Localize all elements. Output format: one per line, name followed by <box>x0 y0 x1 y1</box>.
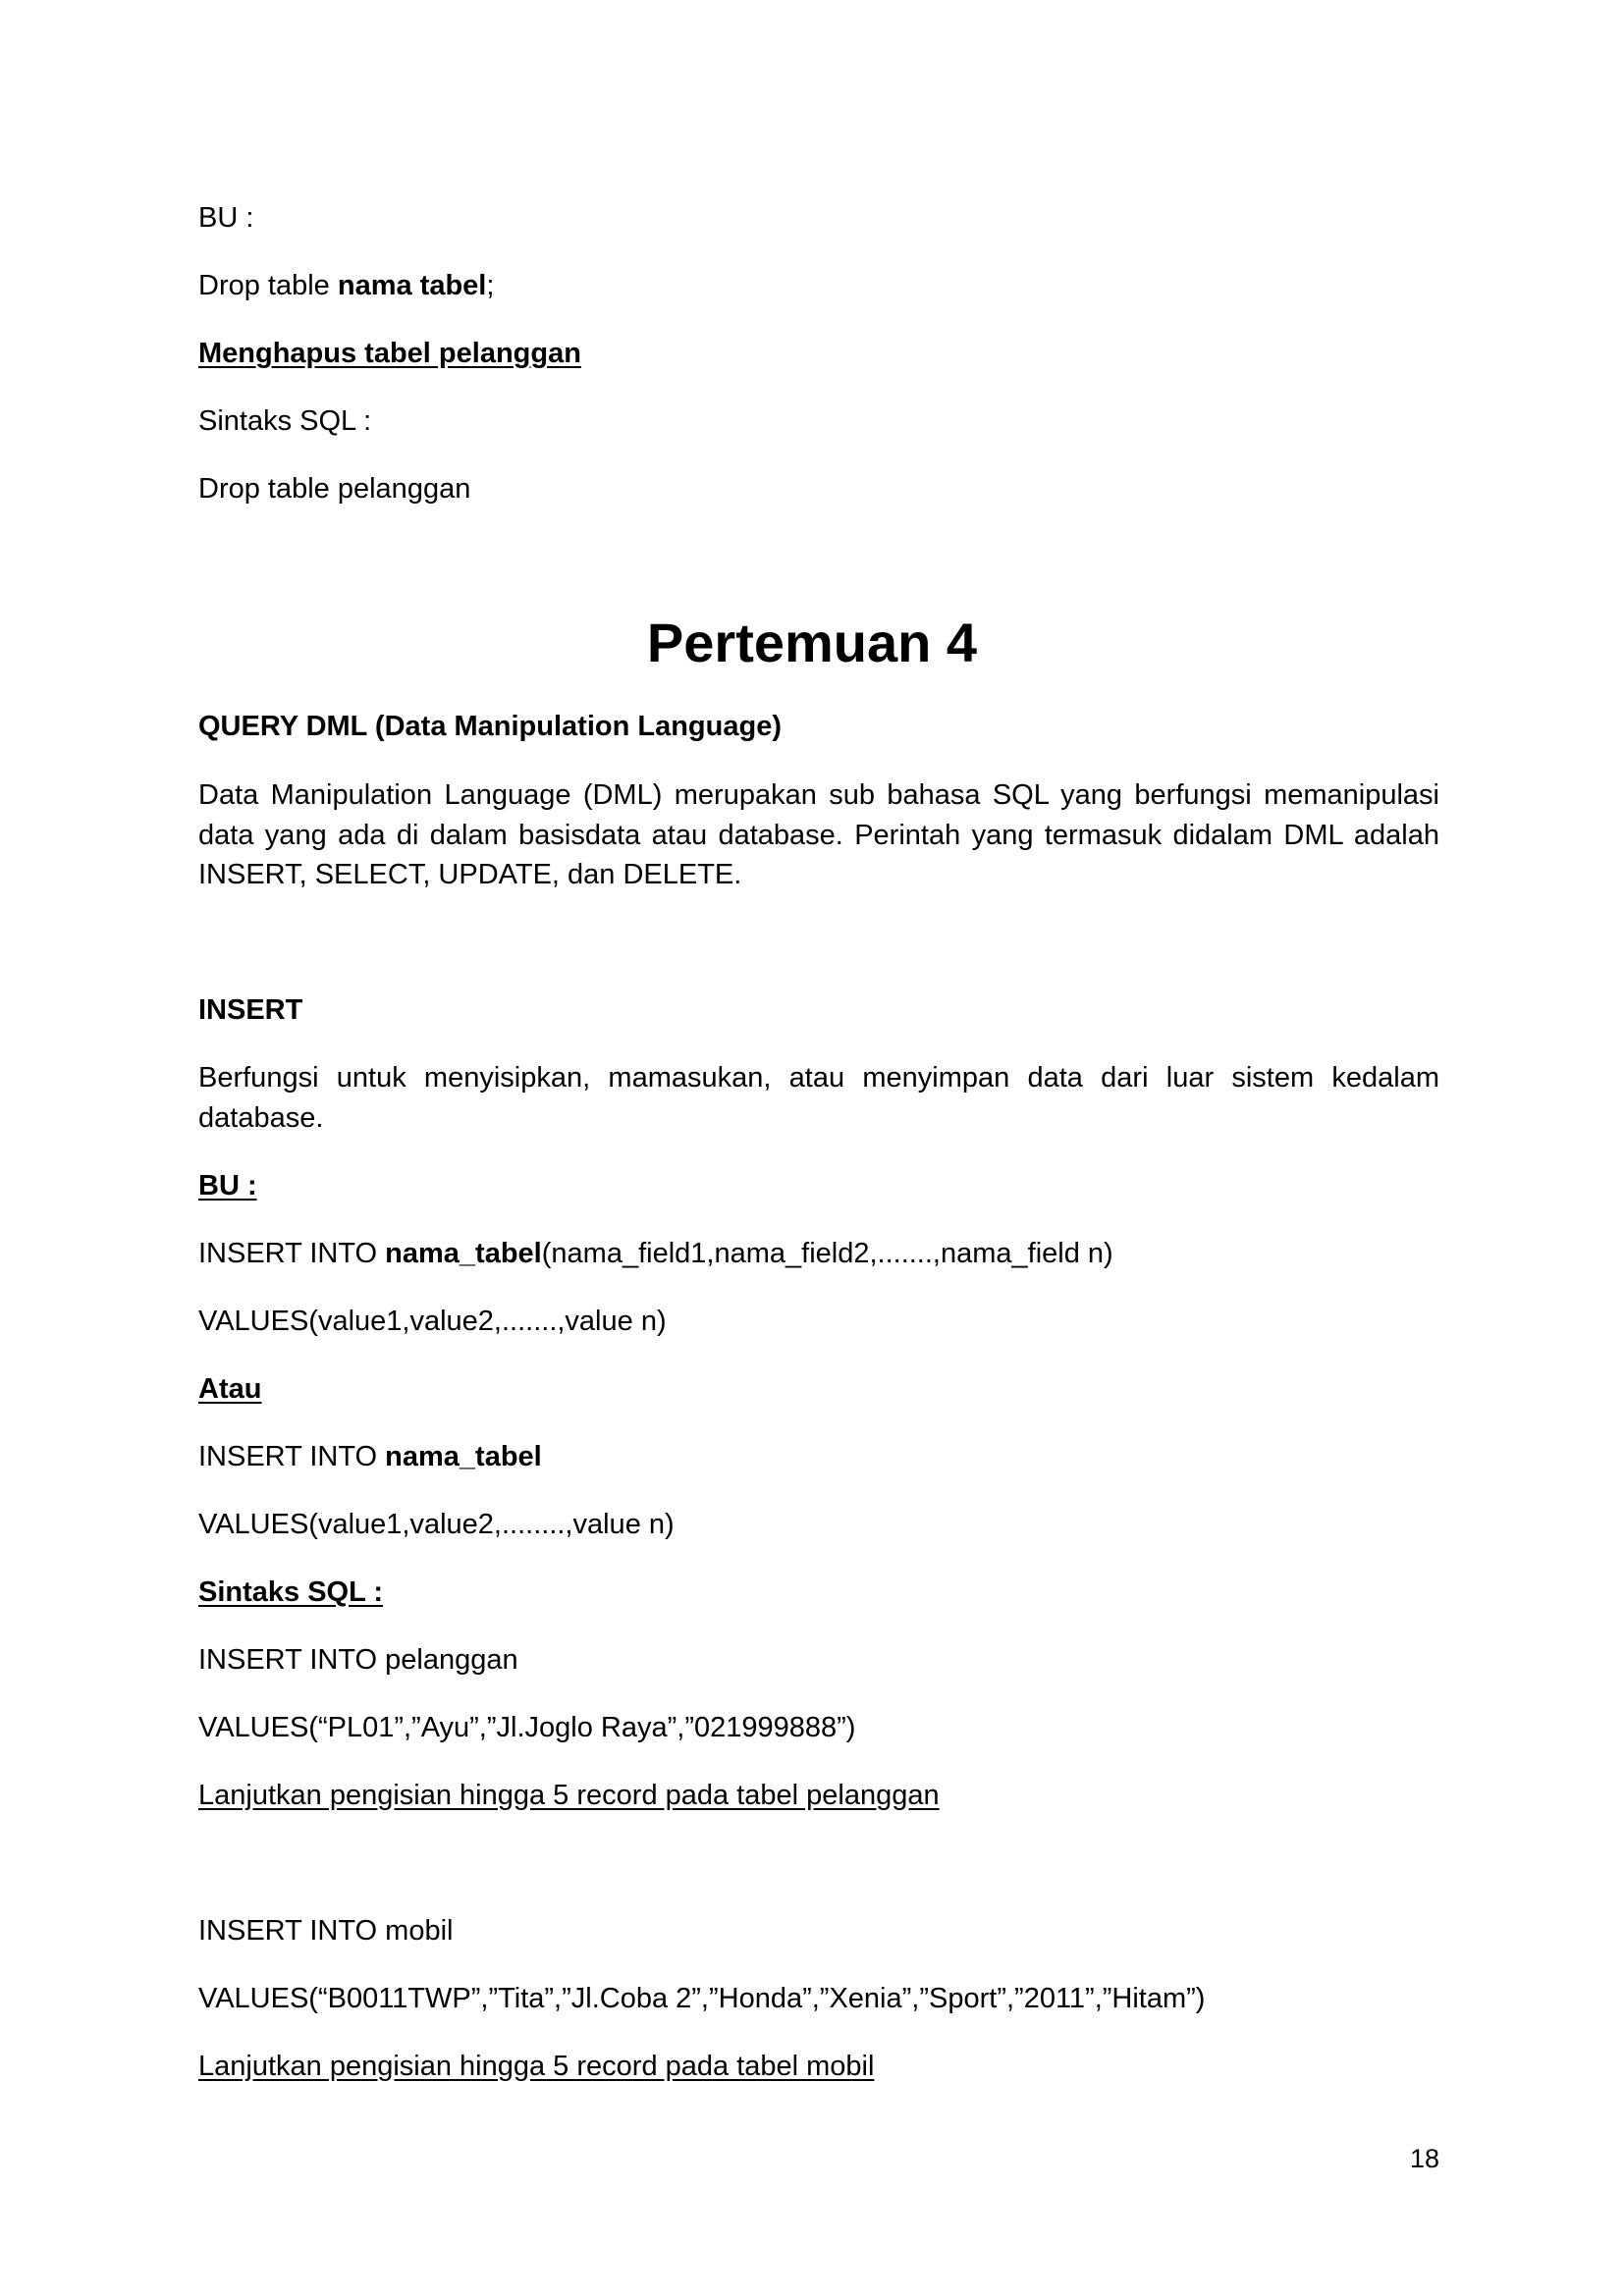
drop-suffix: ; <box>486 270 495 301</box>
insert-into-keyword: INSERT INTO <box>198 1238 386 1269</box>
atau-label: Atau <box>198 1373 262 1405</box>
insert-into-keyword: INSERT INTO <box>198 1441 386 1472</box>
dml-heading: QUERY DML (Data Manipulation Language) <box>198 711 782 742</box>
example2-insert: INSERT INTO mobil <box>198 1915 454 1947</box>
table-name-placeholder: nama_tabel <box>385 1441 542 1472</box>
insert-form2 <box>198 1439 542 1474</box>
insert-form1 <box>198 1236 1113 1271</box>
example2-note: Lanjutkan pengisian hingga 5 record pada tabel mobil <box>198 2051 875 2082</box>
syntax-label-bu: BU : <box>198 202 254 234</box>
bu-label: BU : <box>198 1170 257 1201</box>
field-list: (nama_field1,nama_field2,.......,nama_field n) <box>541 1238 1113 1269</box>
table-name-placeholder: nama_tabel <box>385 1238 542 1269</box>
drop-table-syntax <box>198 268 494 303</box>
example1-note: Lanjutkan pengisian hingga 5 record pada tabel pelanggan <box>198 1780 940 1811</box>
sintaks-label: Sintaks SQL : <box>198 405 372 437</box>
drop-table-name: nama tabel <box>337 270 487 301</box>
insert-heading: INSERT <box>198 994 303 1026</box>
sintaks-sql-label: Sintaks SQL : <box>198 1576 384 1608</box>
values-form2: VALUES(value1,value2,........,value n) <box>198 1509 675 1540</box>
page-number: 18 <box>1409 2144 1439 2173</box>
subheading-hapus-pelanggan: Menghapus tabel pelanggan <box>198 338 581 369</box>
example1-insert: INSERT INTO pelanggan <box>198 1644 518 1676</box>
example2-values: VALUES(“B0011TWP”,”Tita”,”Jl.Coba 2”,”Honda”,”Xenia”,”Sport”,”2011”,”Hitam”) <box>198 1983 1206 2014</box>
insert-paragraph: Berfungsi untuk menyisipkan, mamasukan, atau menyimpan data dari luar sistem kedalam database. <box>198 1062 1439 1134</box>
drop-prefix: Drop table <box>198 270 338 301</box>
example1-values: VALUES(“PL01”,”Ayu”,”Jl.Joglo Raya”,”021999888”) <box>198 1712 856 1743</box>
page-title: Pertemuan 4 <box>646 612 978 673</box>
values-form1: VALUES(value1,value2,.......,value n) <box>198 1306 667 1337</box>
drop-example: Drop table pelanggan <box>198 473 471 505</box>
dml-paragraph: Data Manipulation Language (DML) merupakan sub bahasa SQL yang berfungsi memanipulasi data yang ada di dalam basisdata atau database. Perintah yang termasuk didalam DML adalah INSERT, SELECT, UPDATE, dan DELETE. <box>198 779 1439 890</box>
